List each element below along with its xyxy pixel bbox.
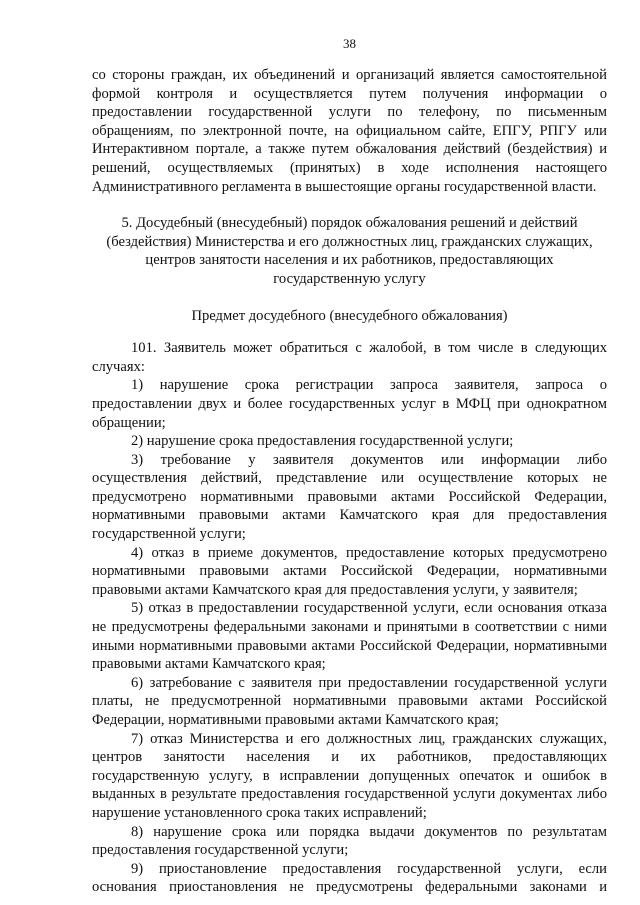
clause-item: 3) требование у заявителя документов или информации либо осуществления действий, представление или осуществление которых не предусмотрено нормативными правовыми актами Российской Федерации, нормативными правовыми актами Камчатского края для предоставления государственной услуги;	[92, 451, 607, 543]
clause-item: 7) отказ Министерства и его должностных лиц, гражданских служащих, центров занятости населения и их работников, предоставляющих государственную услугу, в исправлении допущенных опечаток и ошибок в выданных в результате предоставления государственной услуги документах либо нарушение установленного срока таких исправлений;	[92, 730, 607, 821]
clause-item: 8) нарушение срока или порядка выдачи документов по результатам предоставления государственной услуги;	[92, 823, 607, 859]
clause-item: 5) отказ в предоставлении государственной услуги, если основания отказа не предусмотрены федеральными законами и принятыми в соответствии с ними иными нормативными правовыми актами Российской Федерации, нормативными правовыми актами Камчатского края;	[92, 600, 607, 673]
section-heading	[92, 214, 607, 288]
section-heading-line: 5. Досудебный (внесудебный) порядок обжалования решений и действий	[121, 215, 578, 232]
clause-item: 2) нарушение срока предоставления государственной услуги;	[131, 433, 514, 450]
clause-lead: 101. Заявитель может обратиться с жалобой, в том числе в следующих случаях:	[92, 340, 607, 375]
clause-item: 1) нарушение срока регистрации запроса заявителя, запроса о предоставлении двух и более государственных услуг в МФЦ при однократном обращении;	[92, 377, 607, 431]
page-number: 38	[343, 36, 356, 51]
clause-item: 6) затребование с заявителя при предоставлении государственной услуги платы, не предусмотренной нормативными правовыми актами Российской Федерации, нормативными правовыми актами Камчатского края;	[92, 674, 607, 728]
subheading: Предмет досудебного (внесудебного обжалования)	[191, 307, 508, 324]
clause-item: 9) приостановление предоставления государственной услуги, если основания приостановления не предусмотрены федеральными законами и	[92, 860, 607, 896]
clause-item: 4) отказ в приеме документов, предоставление которых предусмотрено нормативными правовыми актами Российской Федерации, нормативными правовыми актами Камчатского края для предоставления услуги, у заявителя;	[92, 544, 607, 598]
section-heading-line: государственную услугу	[273, 270, 426, 287]
section-heading-line: центров занятости населения и их работников, предоставляющих	[145, 252, 554, 269]
section-heading-line: (бездействия) Министерства и его должностных лиц, гражданских служащих,	[106, 233, 593, 250]
intro-paragraph: со стороны граждан, их объединений и организаций является самостоятельной формой контроля и осуществляется путем получения информации о предоставлении государственной услуги по телефону, по письменным обращениям, по электронной почте, на официальном сайте, ЕПГУ, РПГУ или Интерактивном портале, а также путем обжалования действий (бездействия) и решений, осуществляемых (принятых) в ходе исполнения настоящего Административного регламента в вышестоящие органы государственной власти.	[92, 67, 607, 195]
